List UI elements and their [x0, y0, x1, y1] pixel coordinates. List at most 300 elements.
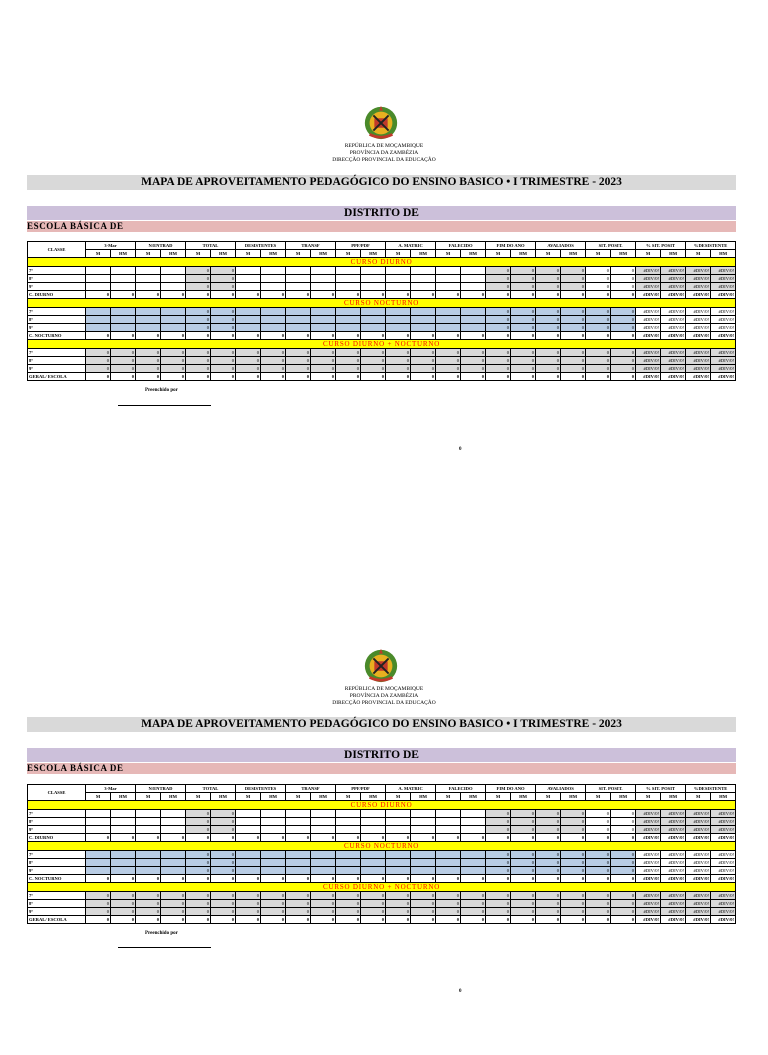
- table-cell[interactable]: [86, 275, 111, 283]
- table-cell[interactable]: #DIV/0!: [661, 851, 686, 859]
- table-cell[interactable]: [436, 316, 461, 324]
- table-cell[interactable]: 0: [611, 908, 636, 916]
- table-cell[interactable]: 0: [536, 826, 561, 834]
- table-cell[interactable]: 0: [561, 851, 586, 859]
- table-cell[interactable]: 0: [486, 275, 511, 283]
- table-cell[interactable]: #DIV/0!: [636, 818, 661, 826]
- table-cell[interactable]: 0: [211, 900, 236, 908]
- table-cell[interactable]: 0: [611, 818, 636, 826]
- table-cell[interactable]: 0: [511, 900, 536, 908]
- table-cell[interactable]: [161, 275, 186, 283]
- table-cell[interactable]: 0: [211, 308, 236, 316]
- table-cell[interactable]: #DIV/0!: [711, 826, 736, 834]
- table-cell[interactable]: #DIV/0!: [711, 867, 736, 875]
- table-cell[interactable]: [311, 818, 336, 826]
- table-cell[interactable]: [111, 324, 136, 332]
- table-cell[interactable]: #DIV/0!: [711, 818, 736, 826]
- table-cell[interactable]: 0: [211, 349, 236, 357]
- table-cell[interactable]: [161, 283, 186, 291]
- table-cell[interactable]: 0: [486, 900, 511, 908]
- table-cell[interactable]: [86, 324, 111, 332]
- table-cell[interactable]: [136, 275, 161, 283]
- table-cell[interactable]: 0: [611, 365, 636, 373]
- table-cell[interactable]: 0: [511, 867, 536, 875]
- table-cell[interactable]: [461, 324, 486, 332]
- table-cell[interactable]: [286, 867, 311, 875]
- table-cell[interactable]: 0: [511, 316, 536, 324]
- table-cell[interactable]: 0: [336, 908, 361, 916]
- table-cell[interactable]: 0: [336, 357, 361, 365]
- table-cell[interactable]: 0: [211, 818, 236, 826]
- table-cell[interactable]: 0: [561, 357, 586, 365]
- table-cell[interactable]: 0: [261, 349, 286, 357]
- table-cell[interactable]: [86, 859, 111, 867]
- table-cell[interactable]: #DIV/0!: [686, 810, 711, 818]
- table-cell[interactable]: 0: [361, 900, 386, 908]
- table-cell[interactable]: 0: [386, 908, 411, 916]
- table-cell[interactable]: 0: [311, 908, 336, 916]
- table-cell[interactable]: #DIV/0!: [711, 365, 736, 373]
- table-cell[interactable]: [286, 851, 311, 859]
- table-cell[interactable]: #DIV/0!: [711, 316, 736, 324]
- table-cell[interactable]: [336, 859, 361, 867]
- table-cell[interactable]: 0: [611, 826, 636, 834]
- table-cell[interactable]: 0: [86, 357, 111, 365]
- table-cell[interactable]: [136, 851, 161, 859]
- table-cell[interactable]: #DIV/0!: [711, 283, 736, 291]
- table-cell[interactable]: 0: [186, 349, 211, 357]
- table-cell[interactable]: 0: [111, 900, 136, 908]
- table-cell[interactable]: [161, 324, 186, 332]
- table-cell[interactable]: #DIV/0!: [711, 900, 736, 908]
- table-cell[interactable]: 0: [486, 349, 511, 357]
- table-cell[interactable]: [236, 859, 261, 867]
- table-cell[interactable]: 0: [286, 357, 311, 365]
- table-cell[interactable]: [236, 316, 261, 324]
- table-cell[interactable]: 0: [561, 900, 586, 908]
- table-cell[interactable]: [286, 818, 311, 826]
- table-cell[interactable]: [386, 818, 411, 826]
- table-cell[interactable]: 0: [311, 900, 336, 908]
- table-cell[interactable]: 0: [186, 308, 211, 316]
- table-cell[interactable]: 0: [586, 267, 611, 275]
- table-cell[interactable]: 0: [411, 892, 436, 900]
- table-cell[interactable]: [136, 859, 161, 867]
- table-cell[interactable]: [86, 818, 111, 826]
- table-cell[interactable]: [411, 308, 436, 316]
- table-cell[interactable]: 0: [211, 275, 236, 283]
- table-cell[interactable]: 0: [611, 357, 636, 365]
- table-cell[interactable]: 0: [186, 324, 211, 332]
- table-cell[interactable]: 0: [111, 908, 136, 916]
- table-cell[interactable]: 0: [361, 349, 386, 357]
- table-cell[interactable]: [436, 275, 461, 283]
- table-cell[interactable]: 0: [561, 283, 586, 291]
- table-cell[interactable]: [336, 283, 361, 291]
- table-cell[interactable]: 0: [286, 900, 311, 908]
- table-cell[interactable]: 0: [186, 316, 211, 324]
- table-cell[interactable]: 0: [561, 908, 586, 916]
- table-cell[interactable]: [361, 324, 386, 332]
- table-cell[interactable]: [261, 283, 286, 291]
- table-cell[interactable]: #DIV/0!: [636, 283, 661, 291]
- table-cell[interactable]: 0: [586, 357, 611, 365]
- table-cell[interactable]: [286, 859, 311, 867]
- table-cell[interactable]: [436, 818, 461, 826]
- table-cell[interactable]: 0: [136, 908, 161, 916]
- table-cell[interactable]: 0: [136, 900, 161, 908]
- table-cell[interactable]: [436, 867, 461, 875]
- table-cell[interactable]: [436, 283, 461, 291]
- table-cell[interactable]: 0: [186, 826, 211, 834]
- table-cell[interactable]: [136, 818, 161, 826]
- table-cell[interactable]: 0: [386, 357, 411, 365]
- table-cell[interactable]: #DIV/0!: [661, 818, 686, 826]
- table-cell[interactable]: [361, 867, 386, 875]
- table-cell[interactable]: [336, 267, 361, 275]
- table-cell[interactable]: [336, 826, 361, 834]
- table-cell[interactable]: [411, 859, 436, 867]
- table-cell[interactable]: 0: [136, 892, 161, 900]
- table-cell[interactable]: 0: [111, 349, 136, 357]
- table-cell[interactable]: [261, 267, 286, 275]
- table-cell[interactable]: 0: [311, 357, 336, 365]
- table-cell[interactable]: 0: [186, 851, 211, 859]
- table-cell[interactable]: [411, 275, 436, 283]
- table-cell[interactable]: [161, 267, 186, 275]
- table-cell[interactable]: [311, 867, 336, 875]
- table-cell[interactable]: #DIV/0!: [661, 324, 686, 332]
- table-cell[interactable]: [111, 826, 136, 834]
- table-cell[interactable]: [136, 826, 161, 834]
- table-cell[interactable]: #DIV/0!: [636, 867, 661, 875]
- table-cell[interactable]: 0: [586, 867, 611, 875]
- table-cell[interactable]: 0: [536, 275, 561, 283]
- table-cell[interactable]: #DIV/0!: [711, 267, 736, 275]
- table-cell[interactable]: #DIV/0!: [711, 275, 736, 283]
- table-cell[interactable]: [411, 267, 436, 275]
- table-cell[interactable]: 0: [211, 892, 236, 900]
- table-cell[interactable]: [86, 283, 111, 291]
- table-cell[interactable]: 0: [586, 892, 611, 900]
- table-cell[interactable]: #DIV/0!: [686, 324, 711, 332]
- table-cell[interactable]: [111, 283, 136, 291]
- table-cell[interactable]: 0: [611, 316, 636, 324]
- table-cell[interactable]: 0: [361, 357, 386, 365]
- table-cell[interactable]: [386, 316, 411, 324]
- table-cell[interactable]: #DIV/0!: [636, 908, 661, 916]
- table-cell[interactable]: [461, 308, 486, 316]
- table-cell[interactable]: 0: [286, 349, 311, 357]
- table-cell[interactable]: 0: [511, 349, 536, 357]
- table-cell[interactable]: [386, 859, 411, 867]
- table-cell[interactable]: [311, 267, 336, 275]
- table-cell[interactable]: 0: [511, 859, 536, 867]
- table-cell[interactable]: [411, 818, 436, 826]
- table-cell[interactable]: 0: [486, 365, 511, 373]
- table-cell[interactable]: #DIV/0!: [686, 365, 711, 373]
- table-cell[interactable]: 0: [361, 892, 386, 900]
- table-cell[interactable]: 0: [411, 365, 436, 373]
- table-cell[interactable]: [236, 324, 261, 332]
- table-cell[interactable]: 0: [536, 908, 561, 916]
- table-cell[interactable]: 0: [511, 283, 536, 291]
- table-cell[interactable]: [311, 324, 336, 332]
- table-cell[interactable]: #DIV/0!: [686, 826, 711, 834]
- table-cell[interactable]: 0: [586, 283, 611, 291]
- table-cell[interactable]: [386, 275, 411, 283]
- table-cell[interactable]: [86, 826, 111, 834]
- table-cell[interactable]: 0: [611, 892, 636, 900]
- table-cell[interactable]: #DIV/0!: [686, 357, 711, 365]
- table-cell[interactable]: [236, 818, 261, 826]
- table-cell[interactable]: #DIV/0!: [661, 308, 686, 316]
- table-cell[interactable]: 0: [436, 908, 461, 916]
- table-cell[interactable]: [436, 851, 461, 859]
- table-cell[interactable]: #DIV/0!: [636, 365, 661, 373]
- table-cell[interactable]: 0: [436, 365, 461, 373]
- table-cell[interactable]: 0: [211, 267, 236, 275]
- table-cell[interactable]: #DIV/0!: [661, 275, 686, 283]
- table-cell[interactable]: [111, 308, 136, 316]
- table-cell[interactable]: [111, 818, 136, 826]
- table-cell[interactable]: 0: [211, 810, 236, 818]
- table-cell[interactable]: 0: [586, 900, 611, 908]
- table-cell[interactable]: 0: [561, 324, 586, 332]
- table-cell[interactable]: [286, 275, 311, 283]
- table-cell[interactable]: [136, 867, 161, 875]
- table-cell[interactable]: 0: [261, 365, 286, 373]
- table-cell[interactable]: [411, 283, 436, 291]
- table-cell[interactable]: 0: [561, 810, 586, 818]
- table-cell[interactable]: [136, 810, 161, 818]
- table-cell[interactable]: 0: [186, 900, 211, 908]
- table-cell[interactable]: 0: [611, 275, 636, 283]
- table-cell[interactable]: [311, 810, 336, 818]
- table-cell[interactable]: [86, 316, 111, 324]
- table-cell[interactable]: #DIV/0!: [711, 892, 736, 900]
- table-cell[interactable]: [311, 275, 336, 283]
- table-cell[interactable]: 0: [261, 900, 286, 908]
- table-cell[interactable]: 0: [561, 892, 586, 900]
- table-cell[interactable]: 0: [486, 908, 511, 916]
- table-cell[interactable]: #DIV/0!: [711, 851, 736, 859]
- table-cell[interactable]: [236, 867, 261, 875]
- table-cell[interactable]: [336, 316, 361, 324]
- table-cell[interactable]: 0: [536, 365, 561, 373]
- table-cell[interactable]: [236, 826, 261, 834]
- table-cell[interactable]: [286, 283, 311, 291]
- table-cell[interactable]: 0: [186, 867, 211, 875]
- table-cell[interactable]: 0: [486, 818, 511, 826]
- table-cell[interactable]: [236, 851, 261, 859]
- table-cell[interactable]: #DIV/0!: [686, 867, 711, 875]
- table-cell[interactable]: 0: [611, 267, 636, 275]
- table-cell[interactable]: 0: [611, 810, 636, 818]
- table-cell[interactable]: 0: [411, 349, 436, 357]
- table-cell[interactable]: 0: [536, 818, 561, 826]
- table-cell[interactable]: 0: [436, 892, 461, 900]
- table-cell[interactable]: #DIV/0!: [661, 316, 686, 324]
- table-cell[interactable]: #DIV/0!: [661, 365, 686, 373]
- table-cell[interactable]: [111, 275, 136, 283]
- table-cell[interactable]: 0: [286, 365, 311, 373]
- table-cell[interactable]: 0: [536, 892, 561, 900]
- table-cell[interactable]: 0: [461, 900, 486, 908]
- table-cell[interactable]: 0: [536, 308, 561, 316]
- table-cell[interactable]: #DIV/0!: [636, 900, 661, 908]
- table-cell[interactable]: 0: [186, 283, 211, 291]
- table-cell[interactable]: 0: [286, 908, 311, 916]
- table-cell[interactable]: 0: [211, 357, 236, 365]
- table-cell[interactable]: 0: [186, 892, 211, 900]
- table-cell[interactable]: [136, 324, 161, 332]
- table-cell[interactable]: [361, 818, 386, 826]
- table-cell[interactable]: [236, 267, 261, 275]
- table-cell[interactable]: 0: [511, 892, 536, 900]
- table-cell[interactable]: [386, 826, 411, 834]
- table-cell[interactable]: 0: [236, 349, 261, 357]
- table-cell[interactable]: 0: [561, 316, 586, 324]
- table-cell[interactable]: 0: [161, 892, 186, 900]
- table-cell[interactable]: #DIV/0!: [636, 851, 661, 859]
- table-cell[interactable]: 0: [161, 900, 186, 908]
- table-cell[interactable]: 0: [536, 316, 561, 324]
- table-cell[interactable]: [386, 810, 411, 818]
- table-cell[interactable]: 0: [386, 892, 411, 900]
- table-cell[interactable]: 0: [586, 818, 611, 826]
- table-cell[interactable]: #DIV/0!: [636, 308, 661, 316]
- table-cell[interactable]: 0: [336, 892, 361, 900]
- table-cell[interactable]: [111, 810, 136, 818]
- table-cell[interactable]: 0: [211, 283, 236, 291]
- table-cell[interactable]: [86, 810, 111, 818]
- table-cell[interactable]: #DIV/0!: [636, 357, 661, 365]
- table-cell[interactable]: #DIV/0!: [636, 275, 661, 283]
- table-cell[interactable]: 0: [486, 867, 511, 875]
- table-cell[interactable]: #DIV/0!: [636, 892, 661, 900]
- table-cell[interactable]: 0: [511, 275, 536, 283]
- table-cell[interactable]: [236, 283, 261, 291]
- table-cell[interactable]: 0: [536, 851, 561, 859]
- table-cell[interactable]: [336, 818, 361, 826]
- table-cell[interactable]: 0: [186, 859, 211, 867]
- table-cell[interactable]: 0: [411, 900, 436, 908]
- table-cell[interactable]: 0: [586, 365, 611, 373]
- table-cell[interactable]: [311, 859, 336, 867]
- table-cell[interactable]: 0: [86, 908, 111, 916]
- table-cell[interactable]: 0: [311, 349, 336, 357]
- table-cell[interactable]: [336, 851, 361, 859]
- table-cell[interactable]: 0: [161, 365, 186, 373]
- table-cell[interactable]: 0: [486, 324, 511, 332]
- table-cell[interactable]: #DIV/0!: [661, 349, 686, 357]
- table-cell[interactable]: [411, 810, 436, 818]
- table-cell[interactable]: [461, 859, 486, 867]
- table-cell[interactable]: [161, 859, 186, 867]
- table-cell[interactable]: 0: [411, 908, 436, 916]
- table-cell[interactable]: #DIV/0!: [686, 349, 711, 357]
- table-cell[interactable]: [436, 826, 461, 834]
- table-cell[interactable]: #DIV/0!: [661, 908, 686, 916]
- table-cell[interactable]: [411, 826, 436, 834]
- table-cell[interactable]: 0: [461, 892, 486, 900]
- table-cell[interactable]: [411, 851, 436, 859]
- table-cell[interactable]: #DIV/0!: [711, 357, 736, 365]
- table-cell[interactable]: [411, 867, 436, 875]
- table-cell[interactable]: 0: [311, 365, 336, 373]
- table-cell[interactable]: 0: [336, 349, 361, 357]
- table-cell[interactable]: [261, 859, 286, 867]
- table-cell[interactable]: 0: [436, 900, 461, 908]
- table-cell[interactable]: 0: [511, 851, 536, 859]
- table-cell[interactable]: [461, 316, 486, 324]
- table-cell[interactable]: 0: [561, 267, 586, 275]
- table-cell[interactable]: 0: [611, 308, 636, 316]
- table-cell[interactable]: [111, 267, 136, 275]
- table-cell[interactable]: 0: [111, 892, 136, 900]
- table-cell[interactable]: #DIV/0!: [661, 826, 686, 834]
- table-cell[interactable]: 0: [286, 892, 311, 900]
- table-cell[interactable]: 0: [511, 908, 536, 916]
- table-cell[interactable]: 0: [186, 365, 211, 373]
- table-cell[interactable]: #DIV/0!: [686, 900, 711, 908]
- table-cell[interactable]: [461, 267, 486, 275]
- table-cell[interactable]: [311, 308, 336, 316]
- table-cell[interactable]: [411, 316, 436, 324]
- table-cell[interactable]: [111, 316, 136, 324]
- table-cell[interactable]: 0: [586, 316, 611, 324]
- table-cell[interactable]: [386, 267, 411, 275]
- table-cell[interactable]: 0: [486, 283, 511, 291]
- table-cell[interactable]: 0: [236, 357, 261, 365]
- table-cell[interactable]: [236, 810, 261, 818]
- table-cell[interactable]: [336, 867, 361, 875]
- table-cell[interactable]: #DIV/0!: [711, 908, 736, 916]
- table-cell[interactable]: [261, 818, 286, 826]
- table-cell[interactable]: [436, 810, 461, 818]
- table-cell[interactable]: [361, 316, 386, 324]
- table-cell[interactable]: [311, 826, 336, 834]
- table-cell[interactable]: 0: [186, 810, 211, 818]
- table-cell[interactable]: [386, 283, 411, 291]
- table-cell[interactable]: [411, 324, 436, 332]
- table-cell[interactable]: [436, 859, 461, 867]
- table-cell[interactable]: [261, 308, 286, 316]
- table-cell[interactable]: [461, 810, 486, 818]
- table-cell[interactable]: 0: [461, 349, 486, 357]
- table-cell[interactable]: [436, 308, 461, 316]
- table-cell[interactable]: #DIV/0!: [686, 308, 711, 316]
- table-cell[interactable]: 0: [486, 892, 511, 900]
- table-cell[interactable]: [136, 283, 161, 291]
- table-cell[interactable]: 0: [411, 357, 436, 365]
- table-cell[interactable]: [261, 324, 286, 332]
- table-cell[interactable]: #DIV/0!: [686, 851, 711, 859]
- table-cell[interactable]: 0: [136, 365, 161, 373]
- table-cell[interactable]: 0: [461, 357, 486, 365]
- table-cell[interactable]: 0: [611, 283, 636, 291]
- table-cell[interactable]: 0: [161, 357, 186, 365]
- table-cell[interactable]: #DIV/0!: [661, 810, 686, 818]
- table-cell[interactable]: #DIV/0!: [686, 316, 711, 324]
- table-cell[interactable]: #DIV/0!: [661, 892, 686, 900]
- table-cell[interactable]: #DIV/0!: [636, 267, 661, 275]
- table-cell[interactable]: #DIV/0!: [661, 859, 686, 867]
- table-cell[interactable]: 0: [486, 851, 511, 859]
- table-cell[interactable]: 0: [561, 826, 586, 834]
- table-cell[interactable]: 0: [611, 851, 636, 859]
